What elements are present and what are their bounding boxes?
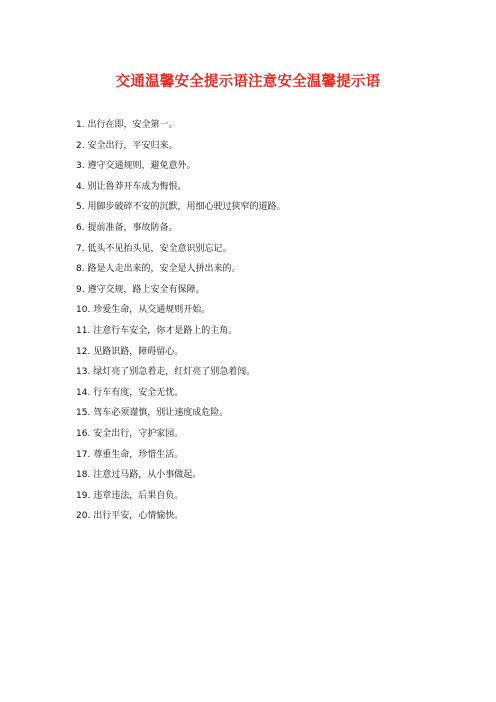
item-text: 低头不见抬头见，安全意识别忘记。 [87,243,232,254]
item-text: 违章违法，后果自负。 [93,490,184,501]
list-item [76,242,285,263]
document-title: 交通温馨安全提示语注意安全温馨提示语 [115,74,381,90]
list-item [76,221,285,242]
list-item [76,262,285,283]
item-text: 出行在即，安全第一。 [87,120,178,130]
list-item [76,427,285,448]
item-text: 驾车必须谨慎，别让速度成危险。 [93,408,229,419]
item-number: 18. [76,470,91,481]
item-text: 注意行车安全，你才是路上的主角。 [93,325,238,336]
item-number: 7. [76,243,85,254]
item-number: 19. [76,490,91,501]
item-number: 13. [76,367,91,378]
item-number: 8. [76,264,85,275]
item-text: 行车有度，安全无忧。 [93,387,184,398]
item-number: 6. [76,222,85,233]
item-number: 15. [76,408,91,419]
item-number: 4. [76,181,85,192]
item-number: 12. [76,346,91,357]
item-number: 16. [76,428,91,439]
item-text: 注意过马路，从小事做起。 [93,470,202,481]
item-number: 10. [76,305,91,316]
item-text: 见路识路，障碍留心。 [93,346,184,357]
list-item [76,509,285,530]
item-text: 别让鲁莽开车成为悔恨。 [87,181,187,192]
list-item [76,324,285,345]
list-item [76,468,285,489]
item-text: 提前准备，事故防备。 [87,222,178,233]
item-number: 2. [76,140,85,151]
slogan-list [76,118,285,530]
item-text: 绿灯亮了别急着走，红灯亮了别急着闯。 [93,367,256,378]
list-item [76,345,285,366]
item-number: 14. [76,387,91,398]
item-text: 安全出行，守护家园。 [93,428,184,439]
list-item [76,180,285,201]
list-item [76,139,285,160]
item-number: 1. [76,120,85,130]
item-text: 用脚步破碎不安的沉默，用细心驶过狭窄的道路。 [87,202,286,213]
item-text: 路是人走出来的，安全是人拼出来的。 [87,264,241,275]
item-number: 11. [76,325,91,336]
list-item [76,159,285,180]
list-item [76,406,285,427]
list-item [76,200,285,221]
list-item [76,303,285,324]
item-text: 遵守交通规则，避免意外。 [87,161,196,172]
item-number: 3. [76,161,85,172]
item-text: 尊重生命，珍惜生活。 [93,449,184,460]
list-item [76,365,285,386]
item-number: 9. [76,284,85,295]
item-text: 出行平安，心情愉快。 [93,511,184,522]
list-item [76,386,285,407]
list-item [76,489,285,510]
item-number: 5. [76,202,85,213]
list-item [76,118,285,139]
item-number: 17. [76,449,91,460]
item-text: 安全出行，平安归来。 [87,140,178,151]
item-number: 20. [76,511,91,522]
item-text: 遵守交规，路上安全有保障。 [87,284,205,295]
list-item [76,448,285,469]
item-text: 珍爱生命，从交通规则开始。 [93,305,211,316]
list-item [76,283,285,304]
